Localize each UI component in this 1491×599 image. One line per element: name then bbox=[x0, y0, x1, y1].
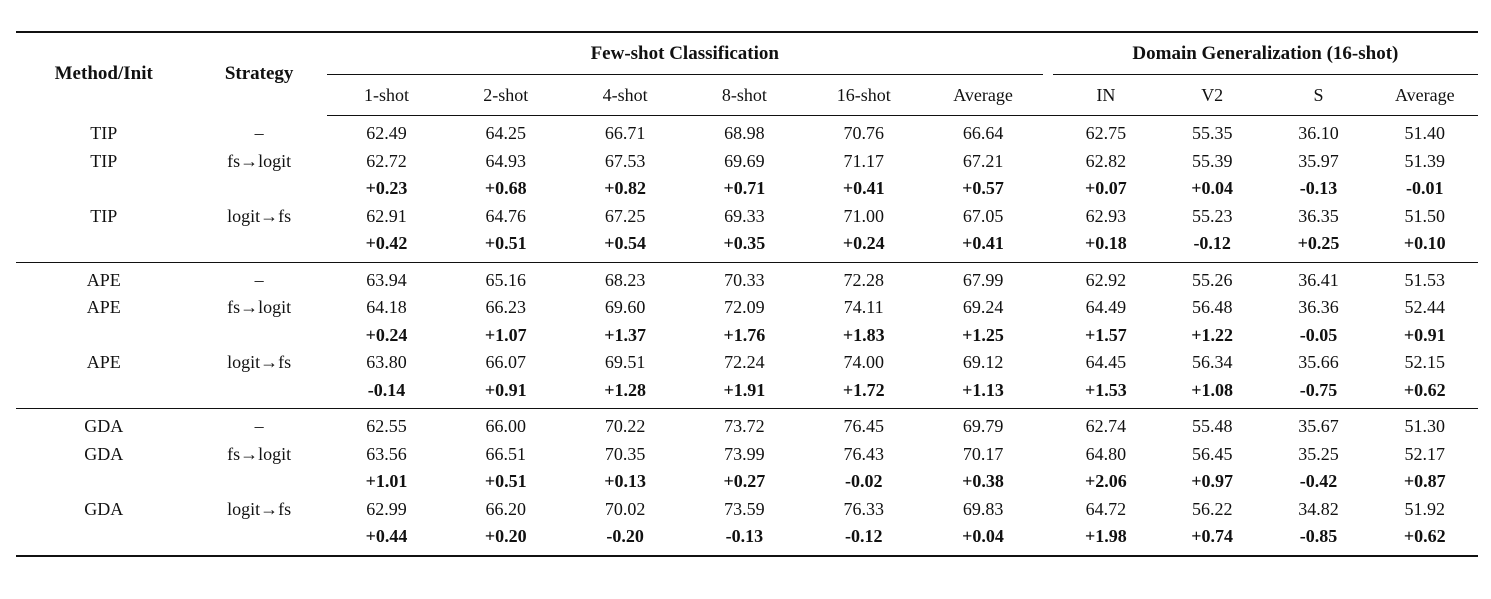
few-shot-cell: 68.98 bbox=[724, 123, 765, 144]
few-shot-cell: +0.41 bbox=[842, 178, 885, 199]
domain-gen-cell: -0.85 bbox=[1265, 523, 1371, 556]
method-cell: GDA bbox=[84, 443, 124, 464]
few-shot-cell: +0.24 bbox=[365, 324, 408, 345]
few-shot-cell: 66.51 bbox=[485, 443, 527, 464]
few-shot-cell: 62.72 bbox=[366, 150, 407, 171]
method-cell: TIP bbox=[90, 150, 118, 171]
few-shot-cell: +1.76 bbox=[723, 324, 766, 345]
domain-gen-cell: +0.97 bbox=[1191, 471, 1234, 492]
strategy-cell: – bbox=[191, 409, 326, 441]
method-cell: TIP bbox=[90, 205, 118, 226]
table-row-delta bbox=[16, 377, 1478, 409]
table-row bbox=[16, 349, 1478, 377]
few-shot-cell: 70.17 bbox=[962, 443, 1004, 464]
few-shot-cell: -0.12 bbox=[804, 523, 923, 556]
few-shot-cell: +1.37 bbox=[604, 324, 646, 345]
domain-gen-cell: +0.04 bbox=[1191, 178, 1234, 199]
few-shot-cell: -0.13 bbox=[685, 523, 804, 556]
few-shot-cell: 69.60 bbox=[604, 297, 646, 318]
method-cell: APE bbox=[86, 297, 121, 318]
few-shot-cell: +0.35 bbox=[723, 233, 766, 254]
col-header-gap bbox=[1043, 75, 1053, 116]
gap-cell bbox=[1043, 377, 1053, 409]
domain-gen-cell: +0.91 bbox=[1403, 324, 1446, 345]
few-shot-cell: 62.91 bbox=[366, 205, 407, 226]
table-row-delta bbox=[16, 468, 1478, 496]
strategy-cell: fs→logit bbox=[227, 443, 292, 464]
few-shot-cell: 66.71 bbox=[604, 123, 646, 144]
domain-gen-cell: +0.62 bbox=[1372, 523, 1478, 556]
table-row-delta bbox=[16, 230, 1478, 262]
few-shot-cell: 66.23 bbox=[485, 297, 527, 318]
col-header-16-shot: 16-shot bbox=[804, 75, 923, 116]
table-row bbox=[16, 203, 1478, 231]
gap-cell bbox=[1043, 322, 1053, 350]
domain-gen-cell: 51.30 bbox=[1372, 409, 1478, 441]
domain-gen-cell: -0.42 bbox=[1299, 471, 1338, 492]
few-shot-cell: 63.94 bbox=[327, 262, 446, 294]
domain-gen-cell: 52.15 bbox=[1404, 352, 1446, 373]
col-header-v2: V2 bbox=[1159, 75, 1265, 116]
strategy-header: Strategy bbox=[191, 32, 326, 116]
few-shot-cell: 69.12 bbox=[962, 352, 1004, 373]
method-cell bbox=[16, 523, 191, 556]
few-shot-cell: 70.35 bbox=[604, 443, 646, 464]
domain-gen-cell: +1.98 bbox=[1053, 523, 1159, 556]
gap-cell bbox=[1043, 468, 1053, 496]
few-shot-cell: +1.13 bbox=[962, 379, 1004, 400]
few-shot-cell: +0.54 bbox=[604, 233, 646, 254]
few-shot-cell: 65.16 bbox=[446, 262, 565, 294]
method-cell: GDA bbox=[84, 498, 124, 519]
domain-gen-cell: 55.26 bbox=[1159, 262, 1265, 294]
strategy-cell bbox=[191, 322, 326, 350]
domain-gen-cell: -0.12 bbox=[1193, 233, 1231, 254]
domain-gen-cell: +0.62 bbox=[1403, 379, 1446, 400]
table-row-delta bbox=[16, 175, 1478, 203]
few-shot-cell: 70.22 bbox=[565, 409, 684, 441]
table-row bbox=[16, 294, 1478, 322]
strategy-cell: logit→fs bbox=[227, 498, 292, 519]
gap-cell bbox=[1043, 441, 1053, 469]
gap-cell bbox=[1043, 496, 1053, 524]
domain-gen-cell: 51.40 bbox=[1404, 123, 1446, 144]
domain-gen-cell: +0.87 bbox=[1403, 471, 1446, 492]
gap-cell bbox=[1043, 203, 1053, 231]
domain-gen-group-header bbox=[1053, 32, 1478, 75]
domain-gen-cell: 35.97 bbox=[1298, 150, 1339, 171]
few-shot-cell: -0.20 bbox=[565, 523, 684, 556]
gap-cell bbox=[1043, 148, 1053, 176]
few-shot-cell: 67.25 bbox=[604, 205, 646, 226]
few-shot-cell: 70.76 bbox=[843, 123, 884, 144]
domain-gen-cell: 51.50 bbox=[1404, 205, 1446, 226]
gap-cell bbox=[1043, 262, 1053, 294]
col-header-8-shot: 8-shot bbox=[685, 75, 804, 116]
domain-gen-cell: +0.74 bbox=[1159, 523, 1265, 556]
domain-gen-cell: +1.22 bbox=[1191, 324, 1234, 345]
few-shot-cell: 72.28 bbox=[804, 262, 923, 294]
gap-cell bbox=[1043, 294, 1053, 322]
domain-gen-cell: 62.92 bbox=[1053, 262, 1159, 294]
domain-gen-cell: 34.82 bbox=[1298, 498, 1339, 519]
domain-gen-cell: 52.17 bbox=[1404, 443, 1446, 464]
few-shot-cell: 62.99 bbox=[366, 498, 407, 519]
table-row bbox=[16, 148, 1478, 176]
results-table-container bbox=[16, 31, 1478, 557]
few-shot-cell: 66.64 bbox=[962, 123, 1004, 144]
few-shot-cell: 69.83 bbox=[962, 498, 1004, 519]
strategy-cell bbox=[191, 175, 326, 203]
few-shot-cell: 73.59 bbox=[724, 498, 765, 519]
domain-gen-cell: 35.25 bbox=[1298, 443, 1339, 464]
few-shot-cell: +0.20 bbox=[446, 523, 565, 556]
few-shot-cell: +1.91 bbox=[723, 379, 766, 400]
strategy-cell bbox=[191, 523, 326, 556]
few-shot-cell: 76.43 bbox=[843, 443, 884, 464]
few-shot-cell: 63.56 bbox=[366, 443, 407, 464]
group-gap bbox=[1043, 32, 1053, 75]
few-shot-cell: 76.33 bbox=[843, 498, 884, 519]
strategy-cell: logit→fs bbox=[227, 352, 292, 373]
table-row bbox=[16, 441, 1478, 469]
few-shot-cell: 66.07 bbox=[485, 352, 527, 373]
domain-gen-cell: 36.41 bbox=[1265, 262, 1371, 294]
col-header-in: IN bbox=[1053, 75, 1159, 116]
strategy-cell: – bbox=[254, 123, 264, 143]
domain-gen-cell: +1.53 bbox=[1085, 379, 1127, 400]
domain-gen-cell: 56.48 bbox=[1191, 297, 1233, 318]
few-shot-cell: 68.23 bbox=[565, 262, 684, 294]
few-shot-cell: 74.11 bbox=[843, 297, 884, 318]
domain-gen-cell: 55.48 bbox=[1159, 409, 1265, 441]
domain-gen-cell: 56.22 bbox=[1191, 498, 1233, 519]
domain-gen-cell: 62.74 bbox=[1053, 409, 1159, 441]
domain-gen-cell: -0.13 bbox=[1299, 178, 1338, 199]
domain-gen-cell: 55.23 bbox=[1191, 205, 1233, 226]
few-shot-cell: 67.21 bbox=[962, 150, 1004, 171]
col-header-1-shot: 1-shot bbox=[327, 75, 446, 116]
method-cell bbox=[16, 175, 191, 203]
method-cell bbox=[16, 377, 191, 409]
domain-gen-cell: 51.92 bbox=[1404, 498, 1446, 519]
col-header-2-shot: 2-shot bbox=[446, 75, 565, 116]
few-shot-cell: 64.76 bbox=[485, 205, 527, 226]
method-cell bbox=[16, 230, 191, 262]
col-header-dg-average: Average bbox=[1372, 75, 1478, 116]
few-shot-cell: -0.02 bbox=[844, 471, 883, 492]
few-shot-cell: +0.91 bbox=[484, 379, 527, 400]
few-shot-cell: +0.24 bbox=[842, 233, 885, 254]
domain-gen-cell: 62.75 bbox=[1085, 123, 1127, 144]
few-shot-cell: +0.23 bbox=[365, 178, 408, 199]
few-shot-group-header bbox=[327, 32, 1043, 75]
domain-gen-cell: +0.07 bbox=[1085, 178, 1127, 199]
domain-gen-cell: 56.45 bbox=[1191, 443, 1233, 464]
domain-gen-cell: 64.80 bbox=[1085, 443, 1127, 464]
header-row-groups bbox=[16, 32, 1478, 75]
domain-gen-cell: -0.05 bbox=[1299, 324, 1338, 345]
domain-gen-cell: 52.44 bbox=[1404, 297, 1446, 318]
domain-gen-cell: +2.06 bbox=[1085, 471, 1127, 492]
table-row bbox=[16, 262, 1478, 294]
few-shot-cell: 69.51 bbox=[604, 352, 646, 373]
domain-gen-cell: +1.08 bbox=[1191, 379, 1234, 400]
gap-cell bbox=[1043, 175, 1053, 203]
few-shot-cell: 64.18 bbox=[366, 297, 407, 318]
domain-gen-cell: 64.49 bbox=[1085, 297, 1127, 318]
col-header-s: S bbox=[1265, 75, 1371, 116]
few-shot-cell: 67.05 bbox=[962, 205, 1004, 226]
strategy-cell bbox=[191, 377, 326, 409]
domain-gen-cell: 64.45 bbox=[1085, 352, 1127, 373]
few-shot-cell: 74.00 bbox=[843, 352, 884, 373]
col-header-4-shot: 4-shot bbox=[565, 75, 684, 116]
few-shot-cell: 72.24 bbox=[724, 352, 765, 373]
strategy-cell: logit→fs bbox=[227, 205, 292, 226]
few-shot-cell: 67.53 bbox=[604, 150, 646, 171]
method-cell bbox=[16, 468, 191, 496]
method-cell: GDA bbox=[16, 409, 191, 441]
gap-cell bbox=[1043, 230, 1053, 262]
few-shot-cell: 62.49 bbox=[366, 123, 407, 144]
few-shot-cell: +1.07 bbox=[484, 324, 527, 345]
domain-gen-cell: -0.75 bbox=[1299, 379, 1338, 400]
domain-gen-cell: +1.57 bbox=[1085, 324, 1127, 345]
few-shot-cell: +0.71 bbox=[723, 178, 766, 199]
strategy-cell: fs→logit bbox=[227, 150, 292, 171]
few-shot-cell: +1.72 bbox=[842, 379, 885, 400]
domain-gen-cell: 51.53 bbox=[1372, 262, 1478, 294]
domain-gen-cell: 62.82 bbox=[1085, 150, 1127, 171]
few-shot-cell: +0.13 bbox=[604, 471, 646, 492]
few-shot-cell: +0.82 bbox=[604, 178, 646, 199]
strategy-cell: – bbox=[191, 262, 326, 294]
domain-gen-cell: 35.67 bbox=[1265, 409, 1371, 441]
few-shot-cell: 64.25 bbox=[485, 123, 527, 144]
domain-gen-cell: 36.35 bbox=[1298, 205, 1339, 226]
gap-cell bbox=[1043, 349, 1053, 377]
few-shot-cell: +0.57 bbox=[962, 178, 1004, 199]
domain-gen-cell: 64.72 bbox=[1085, 498, 1127, 519]
strategy-cell: fs→logit bbox=[227, 297, 292, 318]
domain-gen-cell: +0.10 bbox=[1403, 233, 1446, 254]
method-init-header: Method/Init bbox=[16, 32, 191, 116]
few-shot-cell: -0.14 bbox=[367, 379, 406, 400]
domain-gen-cell: 36.36 bbox=[1298, 297, 1339, 318]
domain-gen-group-label: Domain Generalization (16-shot) bbox=[1053, 33, 1478, 75]
domain-gen-cell: 51.39 bbox=[1404, 150, 1446, 171]
few-shot-cell: +0.44 bbox=[327, 523, 446, 556]
few-shot-cell: +0.41 bbox=[962, 233, 1004, 254]
few-shot-cell: +0.51 bbox=[484, 233, 527, 254]
few-shot-cell: 62.55 bbox=[327, 409, 446, 441]
domain-gen-cell: 55.39 bbox=[1191, 150, 1233, 171]
gap-cell bbox=[1043, 409, 1053, 441]
few-shot-cell: +0.04 bbox=[923, 523, 1042, 556]
table-row bbox=[16, 496, 1478, 524]
domain-gen-cell: +0.18 bbox=[1085, 233, 1127, 254]
table-row bbox=[16, 116, 1478, 148]
strategy-cell bbox=[191, 468, 326, 496]
few-shot-cell: 64.93 bbox=[485, 150, 527, 171]
table-row bbox=[16, 409, 1478, 441]
few-shot-cell: +0.68 bbox=[484, 178, 527, 199]
table-row-delta bbox=[16, 322, 1478, 350]
few-shot-cell: 70.02 bbox=[604, 498, 646, 519]
few-shot-cell: 66.20 bbox=[485, 498, 527, 519]
domain-gen-cell: 56.34 bbox=[1191, 352, 1233, 373]
method-cell: TIP bbox=[90, 123, 118, 143]
few-shot-cell: 69.79 bbox=[923, 409, 1042, 441]
few-shot-cell: 69.24 bbox=[962, 297, 1004, 318]
domain-gen-cell: 62.93 bbox=[1085, 205, 1127, 226]
gap-cell bbox=[1043, 116, 1053, 148]
gap-cell bbox=[1043, 523, 1053, 556]
results-table bbox=[16, 31, 1478, 557]
method-cell: APE bbox=[16, 262, 191, 294]
few-shot-group-label: Few-shot Classification bbox=[327, 33, 1043, 75]
few-shot-cell: 73.72 bbox=[685, 409, 804, 441]
col-header-fs-average: Average bbox=[923, 75, 1042, 116]
few-shot-cell: 69.33 bbox=[724, 205, 765, 226]
table-row-delta bbox=[16, 523, 1478, 556]
few-shot-cell: +1.25 bbox=[962, 324, 1004, 345]
few-shot-cell: 73.99 bbox=[724, 443, 765, 464]
few-shot-cell: 66.00 bbox=[446, 409, 565, 441]
few-shot-cell: 76.45 bbox=[804, 409, 923, 441]
few-shot-cell: 67.99 bbox=[923, 262, 1042, 294]
few-shot-cell: 63.80 bbox=[366, 352, 407, 373]
method-cell: APE bbox=[86, 352, 121, 373]
few-shot-cell: +0.38 bbox=[962, 471, 1004, 492]
domain-gen-cell: +0.25 bbox=[1297, 233, 1340, 254]
few-shot-cell: +1.28 bbox=[604, 379, 646, 400]
few-shot-cell: 72.09 bbox=[724, 297, 765, 318]
few-shot-cell: +0.51 bbox=[484, 471, 527, 492]
few-shot-cell: +0.42 bbox=[365, 233, 408, 254]
few-shot-cell: +0.27 bbox=[723, 471, 766, 492]
domain-gen-cell: 36.10 bbox=[1298, 123, 1339, 144]
few-shot-cell: 69.69 bbox=[724, 150, 765, 171]
few-shot-cell: 71.17 bbox=[843, 150, 884, 171]
domain-gen-cell: 35.66 bbox=[1298, 352, 1339, 373]
strategy-cell bbox=[191, 230, 326, 262]
few-shot-cell: +1.01 bbox=[365, 471, 408, 492]
domain-gen-cell: -0.01 bbox=[1406, 178, 1444, 199]
few-shot-cell: +1.83 bbox=[842, 324, 885, 345]
method-cell bbox=[16, 322, 191, 350]
few-shot-cell: 70.33 bbox=[685, 262, 804, 294]
few-shot-cell: 71.00 bbox=[843, 205, 884, 226]
results-table-body bbox=[16, 116, 1478, 556]
domain-gen-cell: 55.35 bbox=[1191, 123, 1233, 144]
